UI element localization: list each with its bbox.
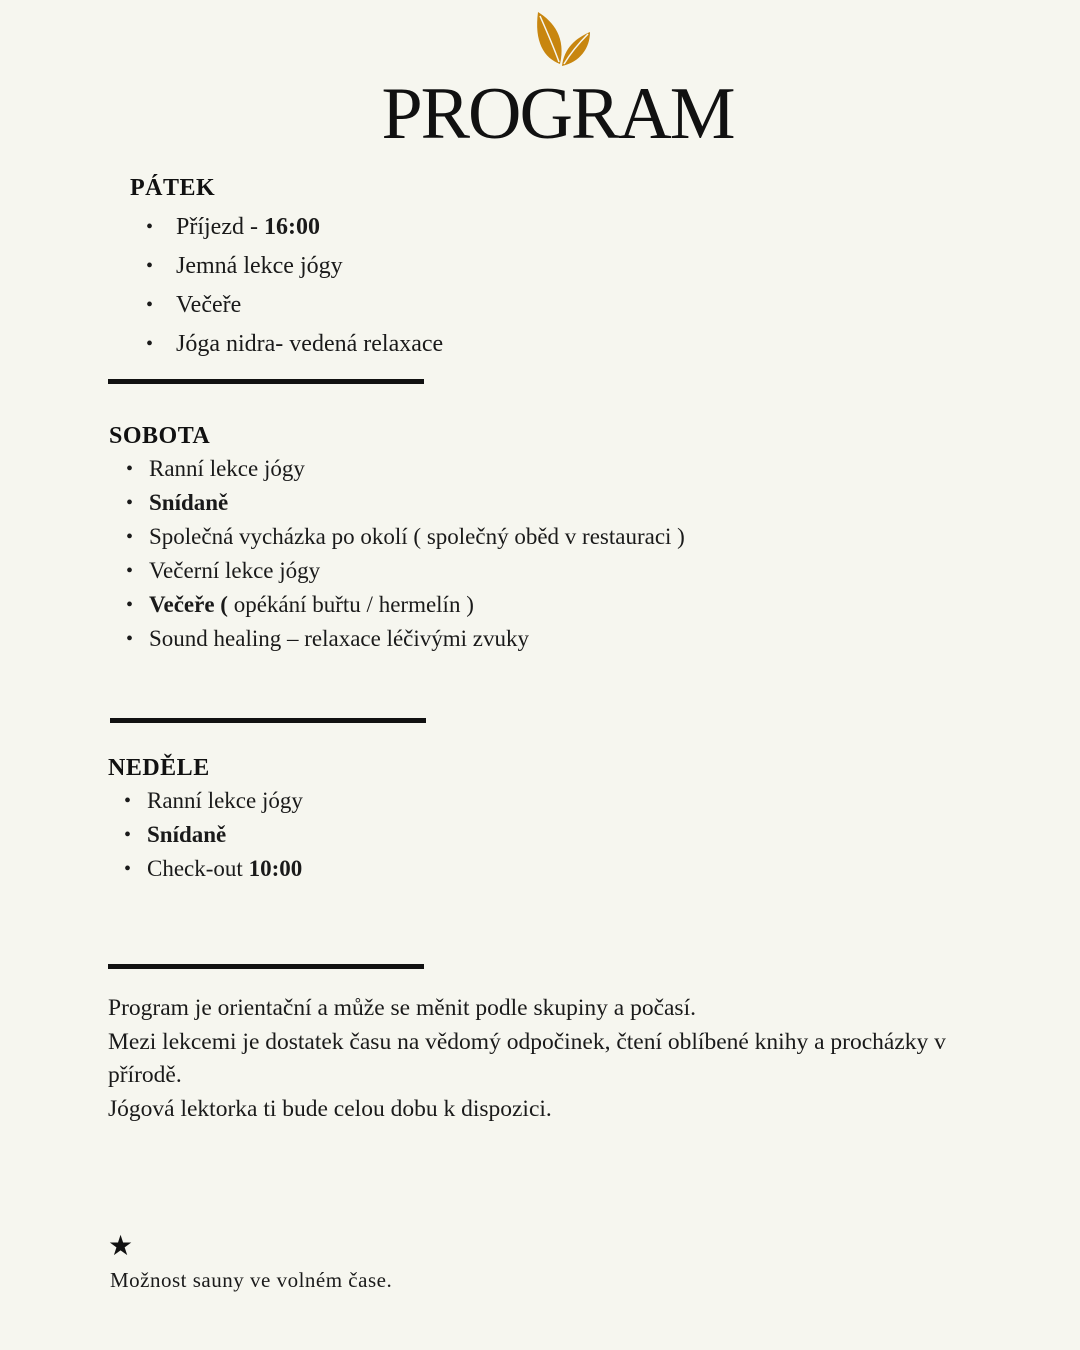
list-item: • Snídaně xyxy=(124,822,227,847)
note-line: Jógová lektorka ti bude celou dobu k dispozici. xyxy=(108,1095,552,1122)
program-note xyxy=(108,992,988,1126)
list-item-text: Ranní lekce jógy xyxy=(147,788,303,813)
list-item-text: Sound healing – relaxace léčivými zvuky xyxy=(149,626,530,651)
sauna-note: Možnost sauny ve volném čase. xyxy=(110,1268,393,1292)
saturday-list xyxy=(126,452,685,656)
list-item-time: 10:00 xyxy=(248,856,303,881)
friday-heading: PÁTEK xyxy=(130,175,216,201)
list-item: • Večeře xyxy=(146,292,242,318)
list-item: • Ranní lekce jógy xyxy=(124,788,303,813)
list-item-bold: Večeře ( xyxy=(149,592,228,617)
section-divider xyxy=(108,964,424,969)
list-item-time: 16:00 xyxy=(263,214,320,240)
list-item: • Check-out 10:00 xyxy=(124,856,303,881)
list-item: • Jóga nidra- vedená relaxace xyxy=(146,331,444,357)
leaf-icon xyxy=(530,8,594,68)
section-divider xyxy=(108,379,424,384)
list-item-text: Večerní lekce jógy xyxy=(149,558,321,583)
list-item-text: opékání buřtu / hermelín ) xyxy=(227,592,474,617)
friday-list xyxy=(146,208,443,364)
list-item-text: Snídaně xyxy=(147,822,227,847)
saturday-heading: SOBOTA xyxy=(109,423,211,449)
note-line: Mezi lekcemi je dostatek času na vědomý odpočinek, čtení oblíbené knihy a procházky v přírodě. xyxy=(108,1028,946,1088)
list-item-text: Check-out xyxy=(147,856,249,881)
list-item-text: Společná vycházka po okolí ( společný oběd v restauraci ) xyxy=(149,524,685,549)
section-divider xyxy=(110,718,426,723)
list-item-text: Snídaně xyxy=(149,490,229,515)
list-item-text: Ranní lekce jógy xyxy=(149,456,305,481)
list-item: • Večerní lekce jógy xyxy=(126,558,321,583)
sunday-heading: NEDĚLE xyxy=(108,755,210,781)
list-item-text: Večeře xyxy=(176,292,242,318)
list-item: • Večeře ( opékání buřtu / hermelín ) xyxy=(126,592,474,617)
list-item: • Ranní lekce jógy xyxy=(126,456,305,481)
list-item: • Příjezd - 16:00 xyxy=(146,214,320,240)
list-item-text: Příjezd - xyxy=(176,214,264,240)
list-item-text: Jóga nidra- vedená relaxace xyxy=(176,331,444,357)
list-item: • Jemná lekce jógy xyxy=(146,253,343,279)
list-item-text: Jemná lekce jógy xyxy=(176,253,343,279)
sunday-list xyxy=(124,784,303,886)
list-item: • Snídaně xyxy=(126,490,229,515)
note-line: Program je orientační a může se měnit podle skupiny a počasí. xyxy=(108,995,696,1021)
list-item: • Sound healing – relaxace léčivými zvuky xyxy=(126,626,530,651)
page-title: PROGRAM xyxy=(381,73,734,155)
list-item: • Společná vycházka po okolí ( společný oběd v restauraci ) xyxy=(126,524,685,549)
star-icon: ★ xyxy=(108,1229,134,1262)
